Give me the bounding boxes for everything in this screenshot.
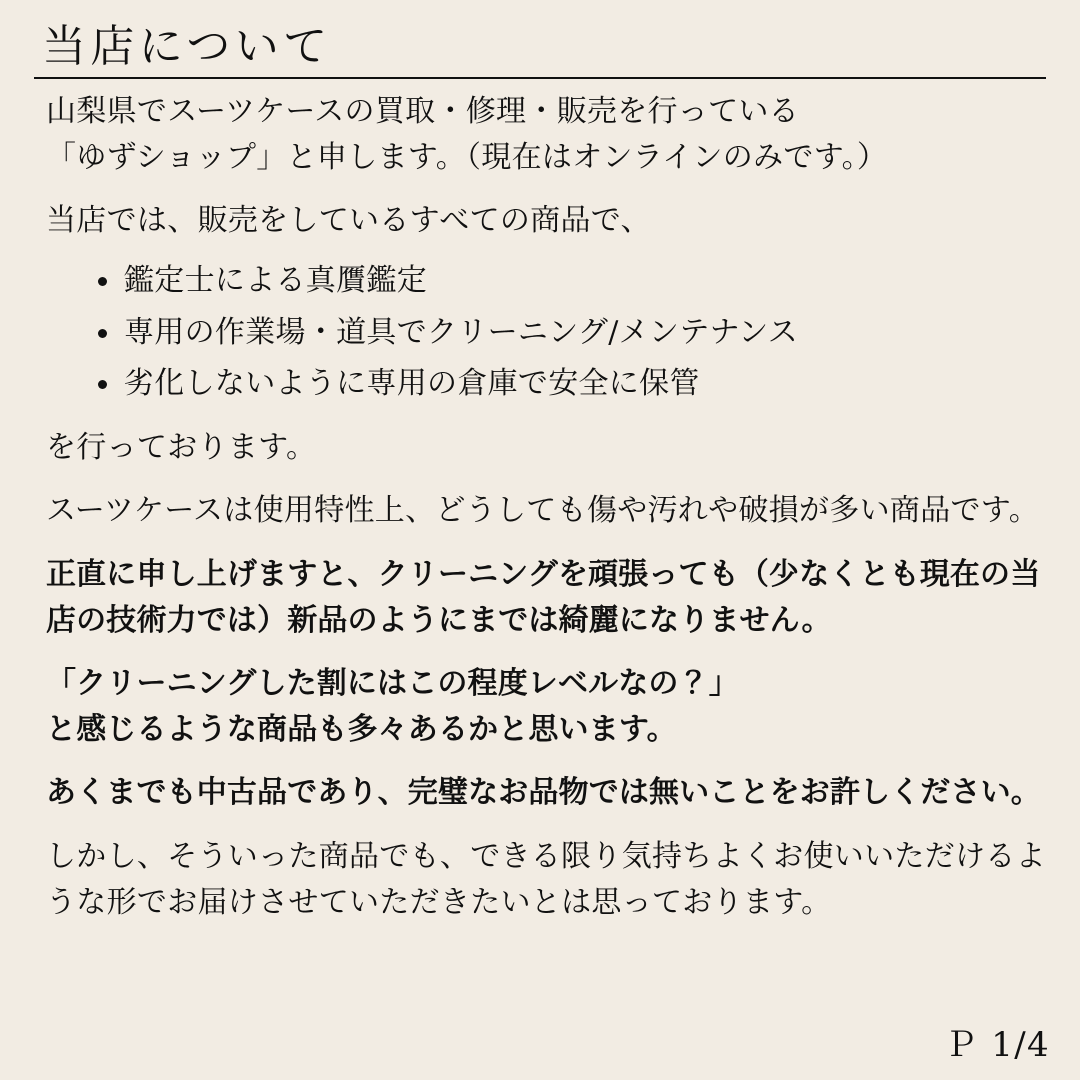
paragraph-condition-note [34, 488, 1046, 534]
paragraph-line: スーツケースは使用特性上、どうしても傷や汚れや破損が多い商品です。 [46, 493, 1039, 529]
paragraph-line: 「クリーニングした割にはこの程度レベルなの？」 [46, 666, 739, 702]
list-item-label: 専用の作業場・道具でクリーニング/メンテナンス [124, 314, 799, 350]
paragraph-line: を行っております。 [46, 429, 317, 465]
list-item-label: 劣化しないように専用の倉庫で安全に保管 [124, 366, 700, 402]
list-item-label: 鑑定士による真贋鑑定 [124, 263, 427, 299]
page-number: Ｐ 1/4 [943, 1025, 1050, 1065]
paragraph-line: と感じるような商品も多々あるかと思います。 [46, 711, 677, 747]
paragraph-line: 「ゆずショップ」と申します。（現在はオンラインのみです。） [46, 139, 888, 175]
service-list [34, 258, 1046, 407]
paragraph-line: しかし、そういった商品でも、できる限り気持ちよくお使いいただけるような形でお届けさせていただきたいとは思っております。 [46, 838, 1046, 920]
paragraph-quote-note [34, 661, 1046, 752]
paragraph-line: 山梨県でスーツケースの買取・修理・販売を行っている [46, 94, 799, 130]
paragraph-services-close [34, 425, 1046, 471]
paragraph-honesty-note [34, 552, 1046, 643]
paragraph-intro [34, 89, 1046, 180]
list-item [98, 258, 1046, 304]
paragraph-closing-note [34, 834, 1046, 925]
page-title: 当店について [34, 22, 1046, 79]
list-item [98, 310, 1046, 356]
paragraph-line: 正直に申し上げますと、クリーニングを頑張っても（少なくとも現在の当店の技術力では）新品のようにまでは綺麗になりません。 [46, 557, 1041, 638]
document-body [34, 89, 1046, 943]
paragraph-line: あくまでも中古品であり、完璧なお品物では無いことをお許しください。 [46, 775, 1041, 811]
paragraph-used-note [34, 770, 1046, 816]
paragraph-line: 当店では、販売をしているすべての商品で、 [46, 203, 651, 239]
list-item [98, 361, 1046, 407]
paragraph-services-lead [34, 198, 1046, 244]
